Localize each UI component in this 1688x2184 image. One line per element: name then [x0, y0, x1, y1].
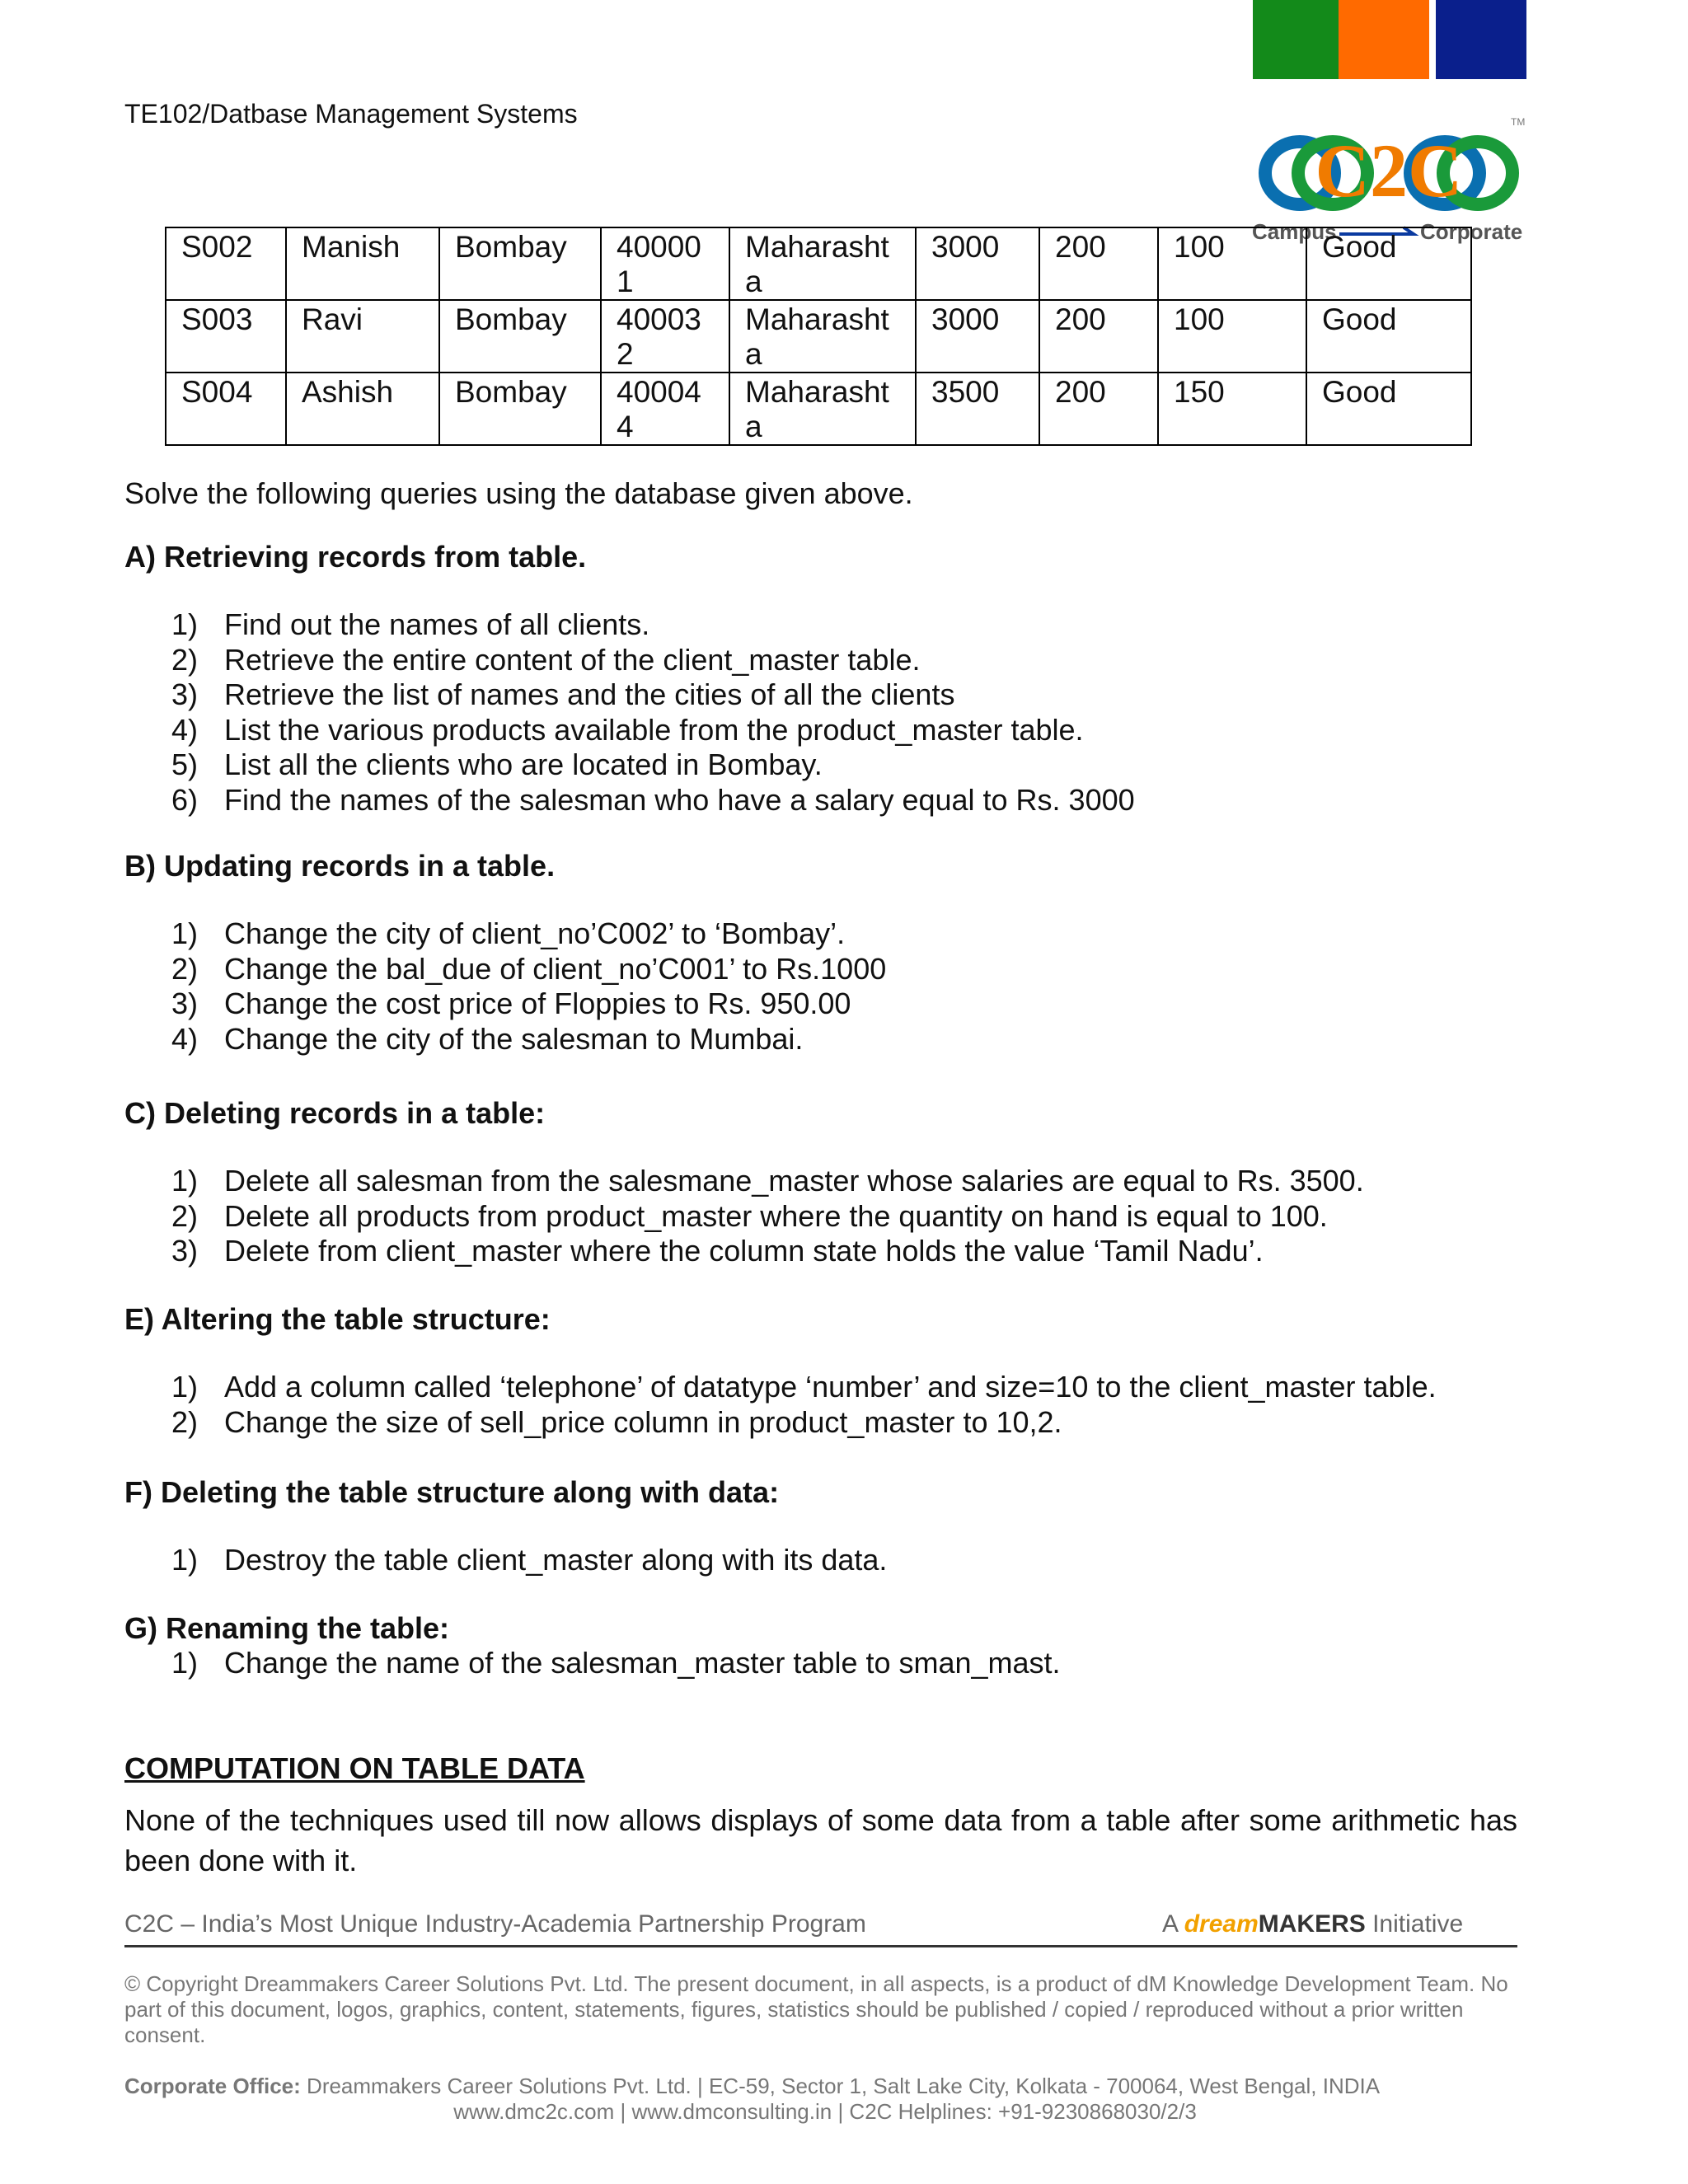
- table-cell: Bombay: [439, 227, 601, 300]
- query-number: 4): [171, 712, 199, 747]
- query-item: [171, 987, 886, 1022]
- table-cell: 400001: [601, 227, 729, 300]
- query-text: Find the names of the salesman who have a salary equal to Rs. 3000: [224, 782, 1135, 817]
- intro-text: Solve the following queries using the database given above.: [124, 476, 913, 510]
- query-text: Find out the names of all clients.: [224, 607, 650, 641]
- table-cell: Maharashta: [729, 300, 916, 373]
- table-cell: 3000: [916, 227, 1039, 300]
- query-text: Destroy the table client_master along with its data.: [224, 1543, 888, 1577]
- computation-heading: COMPUTATION ON TABLE DATA: [124, 1751, 585, 1785]
- query-number: 2): [171, 642, 199, 677]
- query-number: 1): [171, 607, 199, 641]
- query-item: [171, 1543, 887, 1578]
- query-number: 1): [171, 1370, 199, 1404]
- query-list: [171, 607, 1135, 818]
- query-item: [171, 1405, 1437, 1441]
- table-cell: Good: [1306, 227, 1471, 300]
- corporate-address-line: [124, 2074, 1526, 2099]
- footer-divider: [124, 1945, 1517, 1947]
- query-text: Change the city of the salesman to Mumbai.: [224, 1021, 804, 1056]
- table-cell: 100: [1158, 227, 1306, 300]
- query-item: [171, 916, 886, 952]
- query-item: [171, 748, 1135, 783]
- table-cell: 200: [1039, 227, 1158, 300]
- section-heading: E) Altering the table structure:: [124, 1302, 551, 1336]
- salesman-table: [165, 227, 1472, 446]
- table-cell: S003: [166, 300, 286, 373]
- table-row: [166, 373, 1471, 445]
- document-header-title: TE102/Datbase Management Systems: [124, 99, 578, 129]
- section-heading: G) Renaming the table:: [124, 1611, 450, 1645]
- computation-paragraph: None of the techniques used till now allows displays of some data from a table after some arithmetic has been done with it.: [124, 1803, 1517, 1877]
- footer-initiative: Initiative: [1365, 1910, 1464, 1938]
- query-text: Change the size of sell_price column in product_master to 10,2.: [224, 1404, 1062, 1439]
- query-number: 1): [171, 916, 199, 950]
- table-cell: Maharashta: [729, 373, 916, 445]
- section-heading: A) Retrieving records from table.: [124, 540, 587, 574]
- table-cell: 3000: [916, 300, 1039, 373]
- footer-dream: dream: [1184, 1910, 1259, 1938]
- query-text: Retrieve the entire content of the client_master table.: [224, 642, 921, 677]
- query-number: 2): [171, 1198, 199, 1233]
- query-number: 3): [171, 1234, 199, 1268]
- query-item: [171, 677, 1135, 713]
- table-cell: 100: [1158, 300, 1306, 373]
- table-row: [166, 300, 1471, 373]
- table-row: [166, 227, 1471, 300]
- section-heading: F) Deleting the table structure along with data:: [124, 1475, 780, 1509]
- corporate-label: Corporate Office:: [124, 2074, 301, 2098]
- query-number: 3): [171, 987, 199, 1020]
- query-number: 2): [171, 951, 199, 986]
- table-cell: 150: [1158, 373, 1306, 445]
- corporate-contact-line: www.dmc2c.com | www.dmconsulting.in | C2C Helplines: +91-9230868030/2/3: [453, 2099, 1197, 2124]
- table-cell: Bombay: [439, 300, 601, 373]
- table-cell: 400044: [601, 373, 729, 445]
- query-text: Delete from client_master where the column state holds the value ‘Tamil Nadu’.: [224, 1234, 1264, 1268]
- query-item: [171, 1164, 1364, 1199]
- query-item: [171, 643, 1135, 678]
- table-cell: Bombay: [439, 373, 601, 445]
- query-text: Delete all products from product_master where the quantity on hand is equal to 100.: [224, 1198, 1328, 1233]
- query-text: Delete all salesman from the salesmane_master whose salaries are equal to Rs. 3500.: [224, 1164, 1364, 1197]
- query-item: [171, 607, 1135, 643]
- query-item: [171, 713, 1135, 748]
- table-cell: 400032: [601, 300, 729, 373]
- table-cell: S002: [166, 227, 286, 300]
- query-text: Change the cost price of Floppies to Rs. 950.00: [224, 987, 851, 1020]
- query-list: [171, 916, 886, 1057]
- query-number: 1): [171, 1646, 199, 1680]
- logo-text: C2C: [1315, 129, 1463, 213]
- logo-tagline-left: Campus: [1252, 219, 1337, 244]
- query-number: 6): [171, 782, 199, 817]
- query-list: [171, 1164, 1364, 1269]
- query-text: Change the bal_due of client_no’C001’ to Rs.1000: [224, 951, 887, 986]
- orange-color-block: [1339, 0, 1429, 79]
- query-list: [171, 1543, 887, 1578]
- query-item: [171, 952, 886, 987]
- query-number: 1): [171, 1543, 199, 1577]
- table-cell: Good: [1306, 373, 1471, 445]
- table-cell: Maharashta: [729, 227, 916, 300]
- query-text: Add a column called ‘telephone’ of datatype ‘number’ and size=10 to the client_master table.: [224, 1370, 1437, 1404]
- footer-initiative-text: [1162, 1910, 1463, 1938]
- query-item: [171, 1646, 1061, 1681]
- query-number: 2): [171, 1404, 199, 1439]
- query-list: [171, 1370, 1437, 1440]
- query-number: 1): [171, 1164, 199, 1197]
- section-heading: B) Updating records in a table.: [124, 849, 556, 883]
- query-item: [171, 783, 1135, 818]
- query-text: List the various products available from the product_master table.: [224, 712, 1084, 747]
- query-text: List all the clients who are located in Bombay.: [224, 748, 823, 781]
- query-item: [171, 1199, 1364, 1235]
- copyright-notice: © Copyright Dreammakers Career Solutions Pvt. Ltd. The present document, in all aspects, is a product of dM Knowledge Development Team. No part of this document, logos, graphics, content, statements, figures, statistics should be published / copied / reproduced without a prior written consent.: [124, 1971, 1508, 2047]
- query-item: [171, 1370, 1437, 1405]
- blue-color-block: [1436, 0, 1526, 79]
- query-list: [171, 1646, 1061, 1681]
- query-number: 5): [171, 748, 199, 781]
- table-cell: S004: [166, 373, 286, 445]
- query-number: 4): [171, 1021, 199, 1056]
- table-cell: Ashish: [286, 373, 439, 445]
- table-cell: Good: [1306, 300, 1471, 373]
- table-cell: 3500: [916, 373, 1039, 445]
- table-cell: Manish: [286, 227, 439, 300]
- logo-tm: TM: [1511, 116, 1526, 128]
- section-heading: C) Deleting records in a table:: [124, 1096, 546, 1130]
- footer-makers: MAKERS: [1258, 1910, 1366, 1938]
- query-text: Retrieve the list of names and the cities of all the clients: [224, 677, 955, 711]
- table-cell: 200: [1039, 373, 1158, 445]
- corporate-address: Dreammakers Career Solutions Pvt. Ltd. | EC-59, Sector 1, Salt Lake City, Kolkata - 700064, West Bengal, INDIA: [300, 2074, 1381, 2098]
- query-number: 3): [171, 677, 199, 711]
- logo-tagline-right: Corporate: [1420, 219, 1523, 244]
- green-color-block: [1253, 0, 1343, 79]
- footer-a: A: [1162, 1910, 1184, 1938]
- table-cell: Ravi: [286, 300, 439, 373]
- query-text: Change the name of the salesman_master table to sman_mast.: [224, 1646, 1061, 1680]
- query-item: [171, 1234, 1364, 1269]
- footer-program-text: C2C – India’s Most Unique Industry-Academia Partnership Program: [124, 1910, 866, 1938]
- corporate-office-block: [124, 2074, 1526, 2125]
- table-cell: 200: [1039, 300, 1158, 373]
- query-item: [171, 1022, 886, 1057]
- query-text: Change the city of client_no’C002’ to ‘Bombay’.: [224, 916, 846, 950]
